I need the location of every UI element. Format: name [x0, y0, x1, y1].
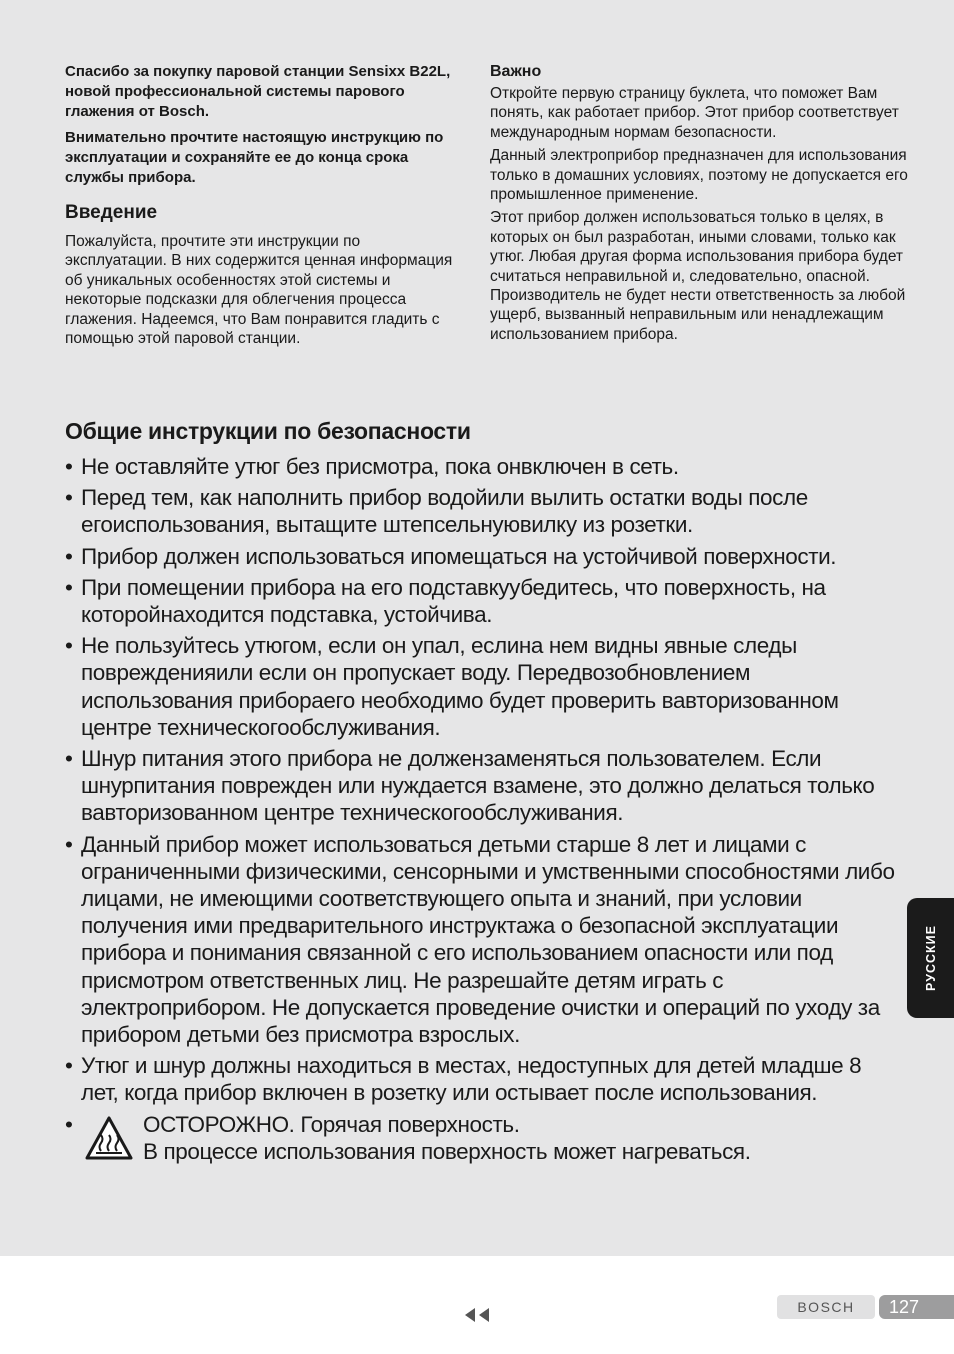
- thank-you-text: Спасибо за покупку паровой станции Sensixx B22L, новой профессиональной системы парового глажения от Bosch.: [65, 63, 451, 120]
- important-paragraph: Данный электроприбор предназначен для использования только в домашних условиях, поэтому не допускается его промышленное применение.: [490, 147, 908, 204]
- bullet-icon: •: [65, 454, 73, 479]
- brand-label: BOSCH: [777, 1295, 875, 1319]
- important-column: [490, 62, 910, 348]
- important-paragraph: Этот прибор должен использоваться только в целях, в которых он был разработан, иными словами, только как утюг. Любая другая форма использования прибора будет считаться неправильной и, следовательно, опасной. Производитель не будет нести ответственность за любой ущерб, вызванный неправильным или ненадлежащим использованием прибора.: [490, 209, 906, 343]
- list-item: [65, 831, 900, 1049]
- bullet-icon: •: [65, 485, 73, 511]
- warning-line: ОСТОРОЖНО. Горячая поверхность.: [143, 1111, 520, 1137]
- list-item-text: Шнур питания этого прибора не должензаменяться пользователем. Если шнурпитания поврежден или нуждается взамене, это должно делаться только вавторизованном центре техническогообслуживания.: [81, 746, 875, 826]
- intro-column: [65, 62, 465, 348]
- bullet-icon: •: [65, 574, 73, 600]
- list-item-text: Не пользуйтесь утюгом, если он упал, еслина нем видны явные следы поврежденияили если он пропускает воду. Передвозобновлением использования прибораего необходимо будет проверить вавторизованном центре техническогообслуживания.: [81, 633, 839, 740]
- important-heading: Важно: [490, 63, 542, 80]
- language-tab-label: РУССКИЕ: [923, 925, 938, 991]
- language-tab: [907, 898, 954, 1018]
- bullet-icon: •: [65, 746, 73, 772]
- bullet-icon: •: [65, 633, 73, 659]
- bullet-icon: •: [65, 1111, 73, 1137]
- list-item-text: Прибор должен использоваться ипомещаться на устойчивой поверхности.: [81, 543, 837, 569]
- list-item-text: Утюг и шнур должны находиться в местах, недоступных для детей младше 8 лет, когда прибор включен в розетку или остывает после использования.: [81, 1053, 862, 1106]
- list-item: [65, 484, 900, 538]
- list-item: [65, 745, 900, 827]
- bullet-icon: •: [65, 1053, 73, 1079]
- safety-section: [65, 416, 900, 1169]
- list-item: [65, 453, 900, 480]
- safety-title: Общие инструкции по безопасности: [65, 418, 471, 444]
- bullet-icon: •: [65, 543, 73, 569]
- list-item-text: При помещении прибора на его подставкуубедитесь, что поверхность, на которойнаходится подставка, устойчива.: [81, 574, 826, 628]
- important-paragraph: Откройте первую страницу буклета, что поможет Вам понять, как работает прибор. Этот прибор соответствует международным нормам безопасности.: [490, 85, 899, 141]
- read-instructions-text: Внимательно прочтите настоящую инструкцию по эксплуатации и сохраняйте ее до конца срока службы прибора.: [65, 129, 444, 186]
- warning-item: [65, 1111, 900, 1165]
- intro-heading: Введение: [65, 202, 158, 223]
- list-item-text: Не оставляйте утюг без присмотра, пока онвключен в сеть.: [81, 454, 679, 479]
- bullet-icon: •: [65, 831, 73, 857]
- warning-line: В процессе использования поверхность может нагреваться.: [143, 1138, 751, 1164]
- warning-text: [143, 1111, 751, 1165]
- page-number: 127: [879, 1295, 954, 1319]
- list-item: [65, 543, 900, 570]
- intro-text: Пожалуйста, прочтите эти инструкции по эксплуатации. В них содержится ценная информация об уникальных особенностях этой системы и некоторые подсказки для облегчения процесса глажения. Надеемся, что Вам понравится гладить с помощью этой паровой станции.: [65, 233, 453, 348]
- hot-surface-warning-icon: [85, 1115, 133, 1161]
- list-item: [65, 632, 900, 741]
- list-item-text: Данный прибор может использоваться детьми старше 8 лет и лицами с ограниченными физическими, сенсорными и умственными способностями либо лицами, не имеющими соответствующего опыта и знаний, при условии получения ими предварительного инструктажа о безопасной эксплуатации прибора и понимания связанной с его использованием опасности или под присмотром ответственных лиц. Не разрешайте детям играть с электроприбором. Не допускается проведение очистки и операций по уходу за прибором детьми без присмотра взрослых.: [81, 831, 895, 1048]
- back-arrows-icon[interactable]: [463, 1306, 493, 1324]
- safety-list: [65, 453, 900, 1165]
- list-item-text: Перед тем, как наполнить прибор водойили вылить остатки воды после егоиспользования, вытащите штепсельнуювилку из розетки.: [81, 485, 808, 538]
- list-item: [65, 1052, 900, 1106]
- list-item: [65, 574, 900, 628]
